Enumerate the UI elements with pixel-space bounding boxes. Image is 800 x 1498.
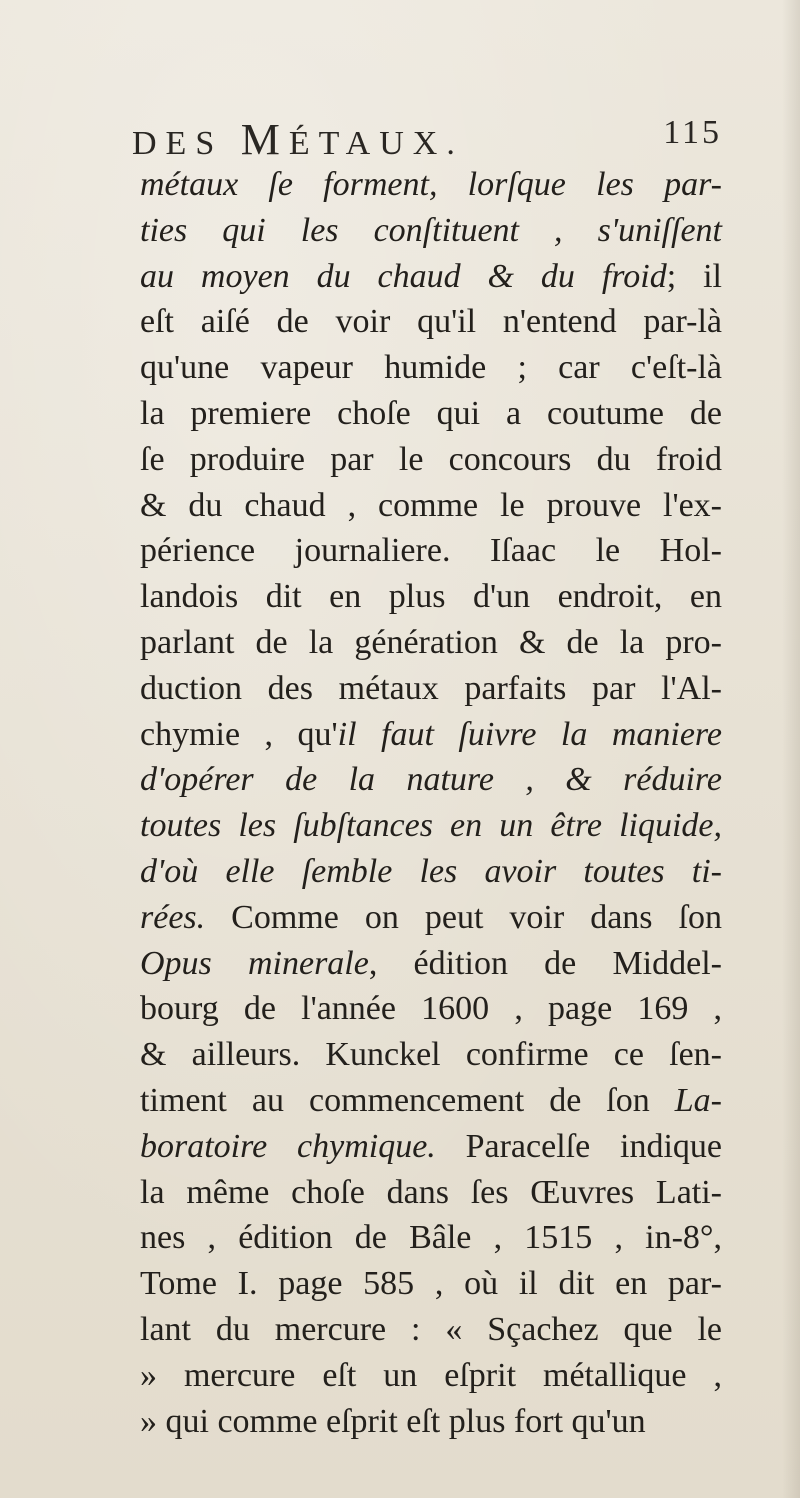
text-line-27: » mercure eſt un eſprit métallique , [140, 1356, 722, 1394]
text-line-21: timent au commencement de ſon La- [140, 1081, 722, 1119]
text-line-4: eſt aiſé de voir qu'il n'entend par-là [140, 303, 722, 341]
text-line-1: métaux ſe forment, lorſque les par- [140, 166, 722, 203]
text-line-9: périence journaliere. Iſaac le Hol- [140, 532, 722, 570]
text-line-3: au moyen du chaud & du froid; il [140, 257, 723, 295]
running-title-initial: M [240, 115, 289, 164]
text-line-10: landois dit en plus d'un endroit, en [140, 578, 722, 616]
text-line-24: nes , édition de Bâle , 1515 , in-8°, [140, 1219, 722, 1257]
text-line-8: & du chaud , comme le prouve l'ex- [140, 486, 722, 524]
text-line-6: la premiere choſe qui a coutume de [140, 394, 722, 432]
running-header [132, 104, 722, 164]
text-line-28: » qui comme eſprit eſt plus fort qu'un [140, 1402, 646, 1440]
text-line-17: rées. Comme on peut voir dans ſon [140, 898, 722, 936]
text-line-23: la même choſe dans ſes Œuvres Lati- [140, 1173, 722, 1211]
text-line-25: Tome I. page 585 , où il dit en par- [140, 1265, 722, 1303]
text-line-22: boratoire chymique. Paracelſe indique [140, 1127, 722, 1165]
running-title-rest: ÉTAUX. [288, 125, 464, 162]
text-line-16: d'où elle ſemble les avoir toutes ti- [140, 852, 722, 890]
text-line-5: qu'une vapeur humide ; car c'eſt-là [140, 349, 722, 387]
text-line-2: ties qui les conſtituent , s'uniſſent [140, 211, 722, 249]
page-edge-shadow [782, 0, 800, 1498]
running-title [132, 114, 464, 165]
text-line-7: ſe produire par le concours du froid [140, 440, 722, 478]
text-line-13: chymie , qu'il faut ſuivre la maniere [140, 715, 722, 753]
text-line-20: & ailleurs. Kunckel confirme ce ſen- [140, 1036, 722, 1074]
text-line-14: d'opérer de la nature , & réduire [140, 761, 722, 799]
text-line-12: duction des métaux parfaits par l'Al- [140, 669, 722, 707]
text-line-11: parlant de la génération & de la pro- [140, 623, 722, 661]
text-line-19: bourg de l'année 1600 , page 169 , [140, 990, 722, 1028]
text-line-26: lant du mercure : « Sçachez que le [140, 1310, 722, 1348]
text-line-15: toutes les ſubſtances en un être liquide, [140, 807, 722, 845]
page-number: 115 [663, 114, 722, 151]
running-title-prefix: DES [132, 125, 224, 162]
body-text [140, 162, 722, 1444]
text-line-18: Opus minerale, édition de Middel- [140, 944, 722, 982]
